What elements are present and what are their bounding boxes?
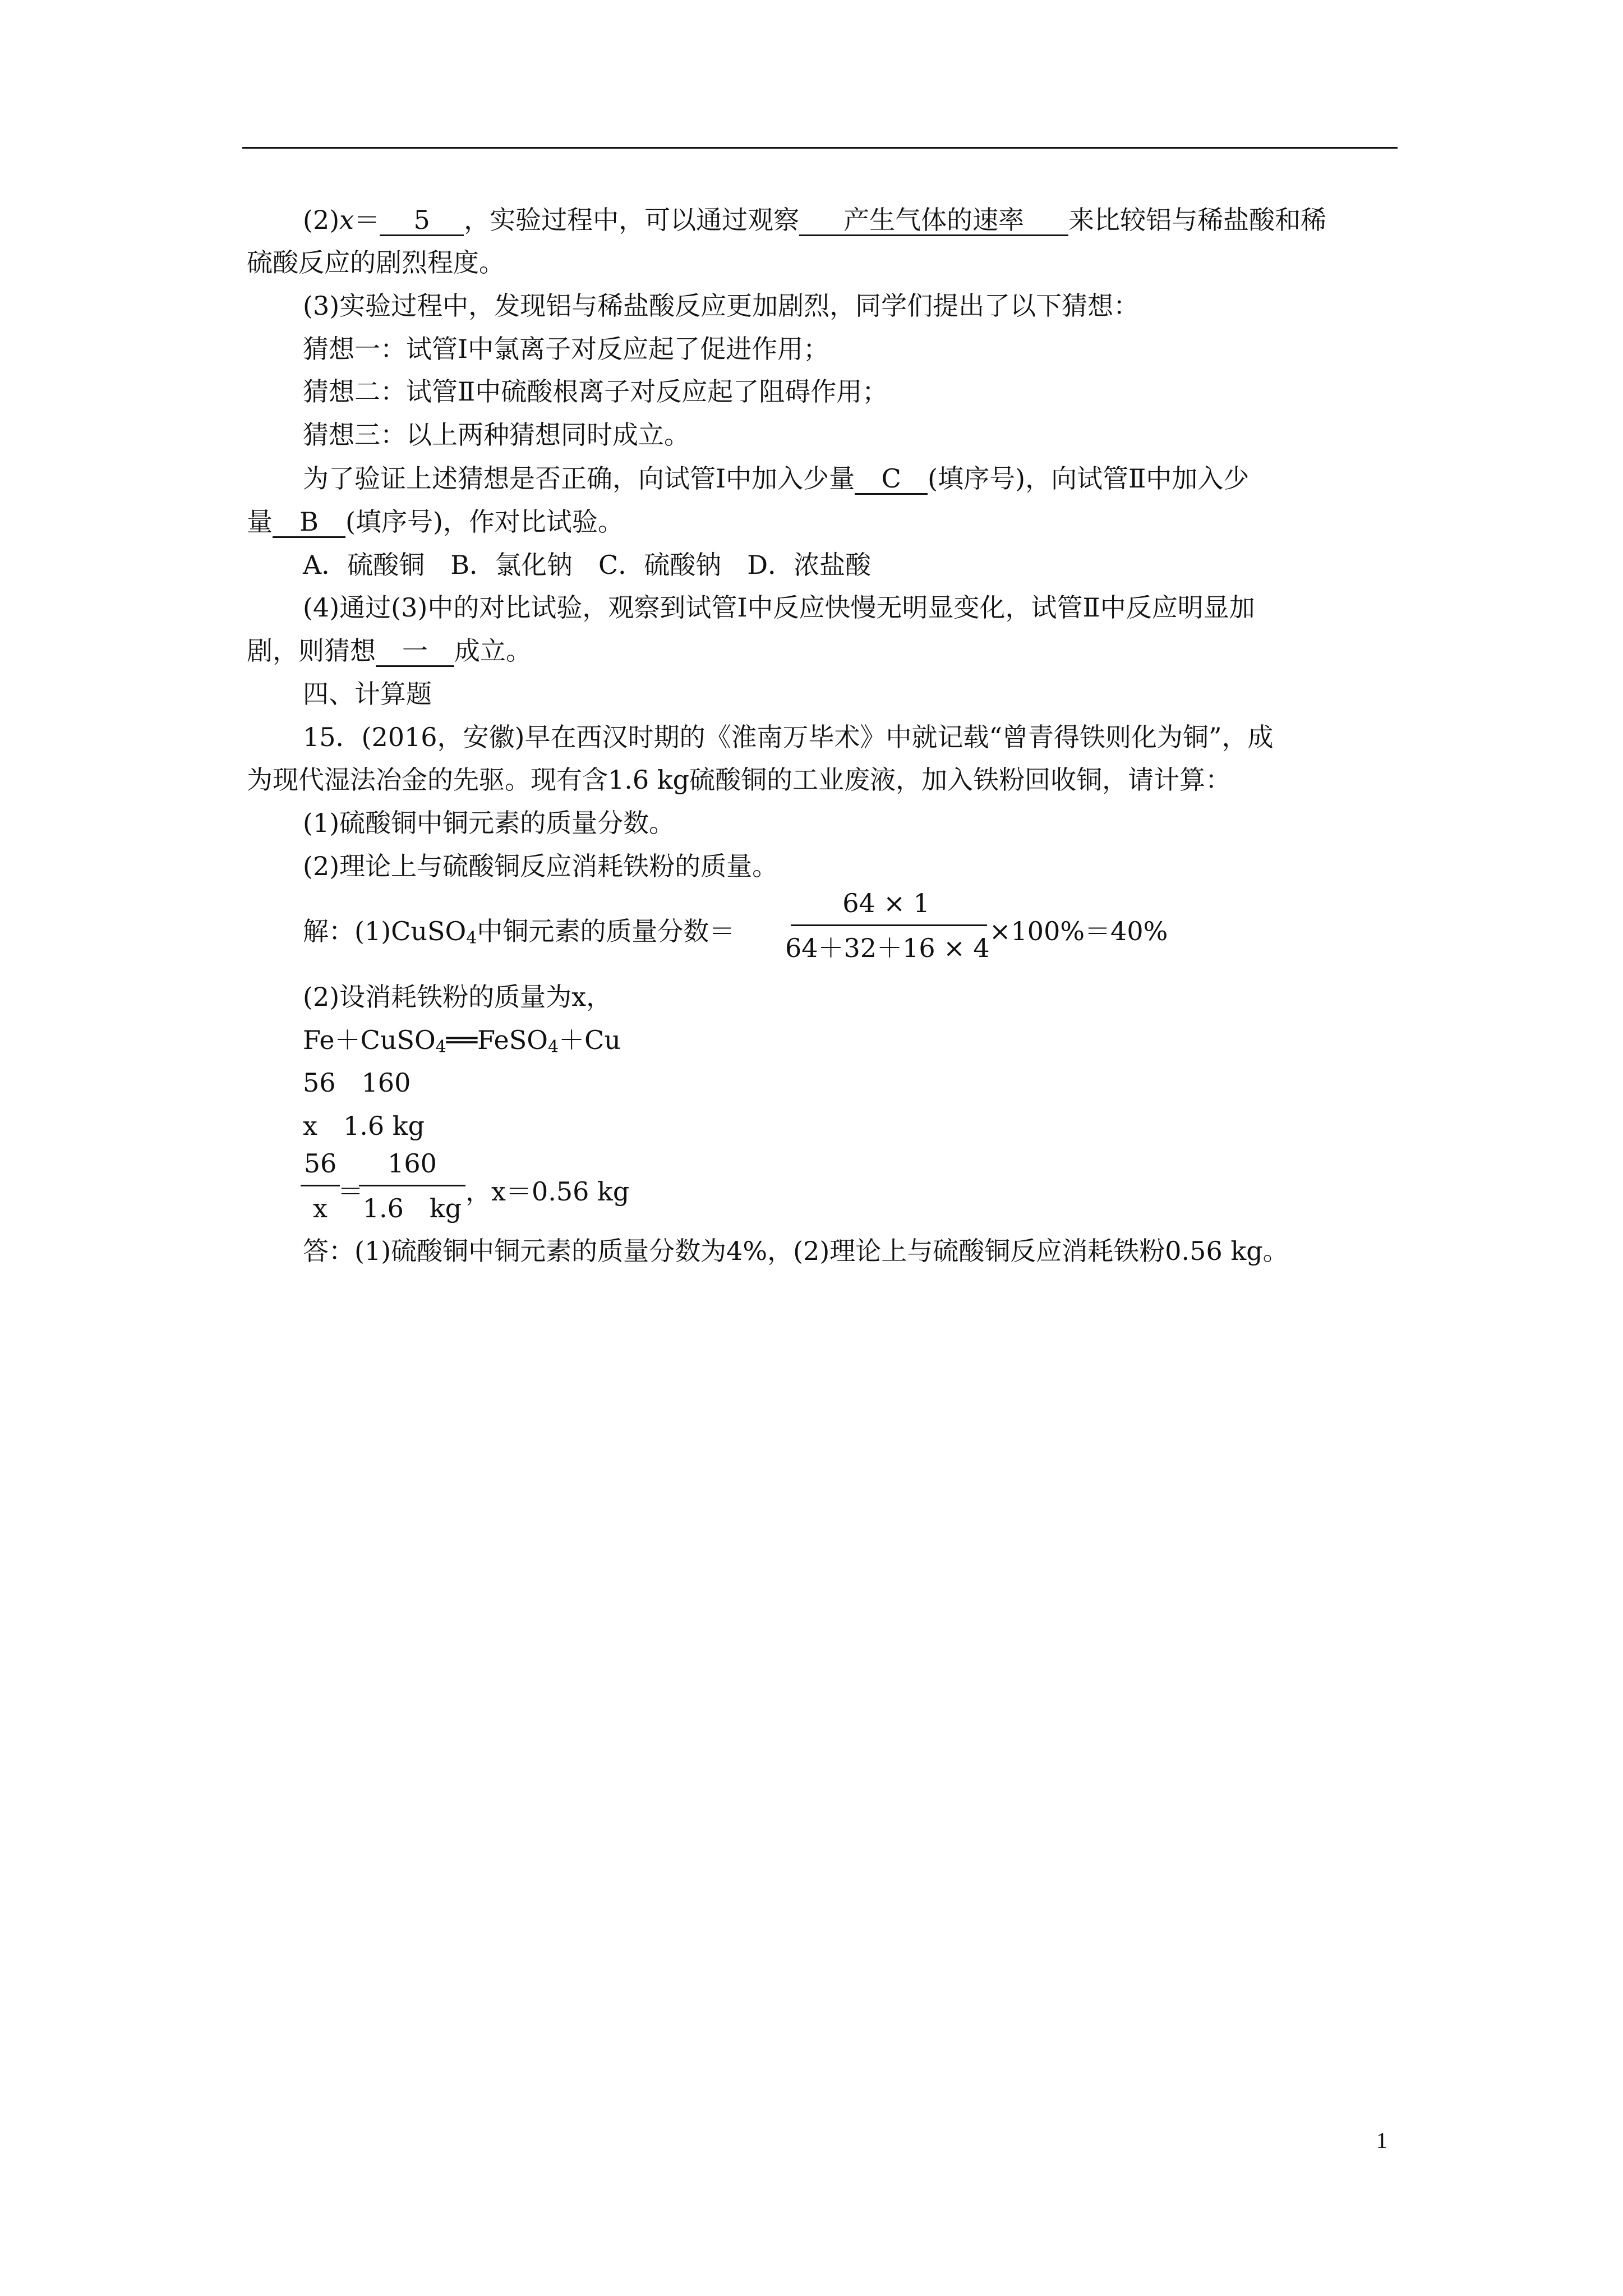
q3-options: A．硫酸铜 B．氯化钠 C．硫酸钠 D．浓盐酸 xyxy=(303,550,872,580)
fraction-numerator: 160 xyxy=(388,1148,437,1179)
final-answer: 答：(1)硫酸铜中铜元素的质量分数为4%，(2)理论上与硫酸铜反应消耗铁粉0.56 kg。 xyxy=(303,1236,1289,1266)
fraction-numerator: 64 × 1 xyxy=(842,888,930,918)
q15-line-2: 为现代湿法冶金的先驱。现有含1.6 kg硫酸铜的工业废液，加入铁粉回收铜，请计算： xyxy=(247,765,1232,795)
q2-middle-text: ，实验过程中，可以通过观察 xyxy=(464,205,800,235)
answer-blank-x: 5 xyxy=(380,205,464,236)
proportion-equals: ＝ xyxy=(338,1176,363,1207)
fraction-denominator: 64＋32＋16 × 4 xyxy=(785,933,990,963)
q15-line-1: 15．(2016，安徽)早在西汉时期的《淮南万毕术》中就记载“曾青得铁则化为铜”，成 xyxy=(303,722,1274,752)
q4-line-1: (4)通过(3)中的对比试验，观察到试管Ⅰ中反应快慢无明显变化，试管Ⅱ中反应明显加 xyxy=(303,592,1255,623)
q2-suffix: 来比较铝与稀盐酸和稀 xyxy=(1068,205,1327,235)
chemical-equation xyxy=(303,1023,621,1057)
page-number: 1 xyxy=(1376,2128,1387,2153)
section-heading-calculation: 四、计算题 xyxy=(303,679,432,709)
q3-verify-text-d: (填序号)，作对比试验。 xyxy=(345,507,624,537)
fraction-denominator: 1.6 kg xyxy=(362,1193,462,1223)
equation-product-feso: FeSO xyxy=(477,1025,548,1055)
answer-blank-tube1: C xyxy=(855,464,928,495)
fraction-bar xyxy=(359,1185,465,1186)
q3-verify-text-c: 量 xyxy=(247,507,273,537)
header-rule xyxy=(242,147,1398,149)
answer-blank-guess: 一 xyxy=(376,636,454,667)
fraction-denominator: x xyxy=(313,1193,328,1223)
proportion-result: ，x＝0.56 kg xyxy=(465,1176,630,1207)
q4-line-2 xyxy=(247,634,532,668)
equation-reactants: Fe＋CuSO xyxy=(303,1025,436,1055)
fraction-bar xyxy=(301,1185,340,1186)
answer-blank-tube2: B xyxy=(273,507,345,538)
q15-sub-2: (2)理论上与硫酸铜反应消耗铁粉的质量。 xyxy=(303,851,778,881)
equation-product-cu: ＋Cu xyxy=(559,1025,621,1055)
equation-subscript-2: 4 xyxy=(548,1037,559,1057)
q3-intro: (3)实验过程中，发现铝与稀盐酸反应更加剧烈，同学们提出了以下猜想： xyxy=(303,291,1140,321)
equation-unknowns: x 1.6 kg xyxy=(303,1111,425,1141)
guess-3: 猜想三：以上两种猜想同时成立。 xyxy=(303,420,690,450)
equation-equals-sign: ══ xyxy=(446,1025,478,1055)
q4-text-b: 成立。 xyxy=(454,636,532,666)
fraction-mass-fraction xyxy=(785,886,990,970)
fraction-56-over-x xyxy=(301,1147,340,1231)
fraction-numerator: 56 xyxy=(303,1148,337,1179)
guess-2: 猜想二：试管Ⅱ中硫酸根离子对反应起了阻碍作用； xyxy=(303,376,888,407)
solution-step-1 xyxy=(303,914,735,948)
answer-blank-observation: 产生气体的速率 xyxy=(799,205,1068,236)
q3-verify-text-b: (填序号)，向试管Ⅱ中加入少 xyxy=(928,463,1249,494)
solution-1-prefix: 解：(1)CuSO xyxy=(303,916,467,946)
fraction-160-over-mass xyxy=(359,1147,465,1231)
q2-equals: ＝ xyxy=(354,205,380,235)
fraction-bar xyxy=(791,924,987,926)
equation-subscript-1: 4 xyxy=(435,1037,446,1057)
q2-line-2: 硫酸反应的剧烈程度。 xyxy=(247,247,505,278)
solution-1-subscript: 4 xyxy=(466,928,477,948)
solution-1-suffix: ×100%＝40% xyxy=(989,916,1168,946)
solution-1-middle: 中铜元素的质量分数＝ xyxy=(477,916,735,946)
q3-verify-text-a: 为了验证上述猜想是否正确，向试管Ⅰ中加入少量 xyxy=(303,463,855,494)
q3-verify-line-2 xyxy=(247,505,624,539)
q2-prefix: (2) xyxy=(303,205,340,235)
q15-sub-1: (1)硫酸铜中铜元素的质量分数。 xyxy=(303,808,675,838)
solution-step-2: (2)设消耗铁粉的质量为x， xyxy=(303,982,612,1012)
q2-line-1 xyxy=(303,203,1326,237)
equation-molar-masses: 56 160 xyxy=(303,1068,411,1098)
guess-1: 猜想一：试管Ⅰ中氯离子对反应起了促进作用； xyxy=(303,334,829,364)
q4-text-a: 剧，则猜想 xyxy=(247,636,376,666)
q3-verify-line-1 xyxy=(303,462,1249,495)
q2-variable: x xyxy=(339,205,354,235)
